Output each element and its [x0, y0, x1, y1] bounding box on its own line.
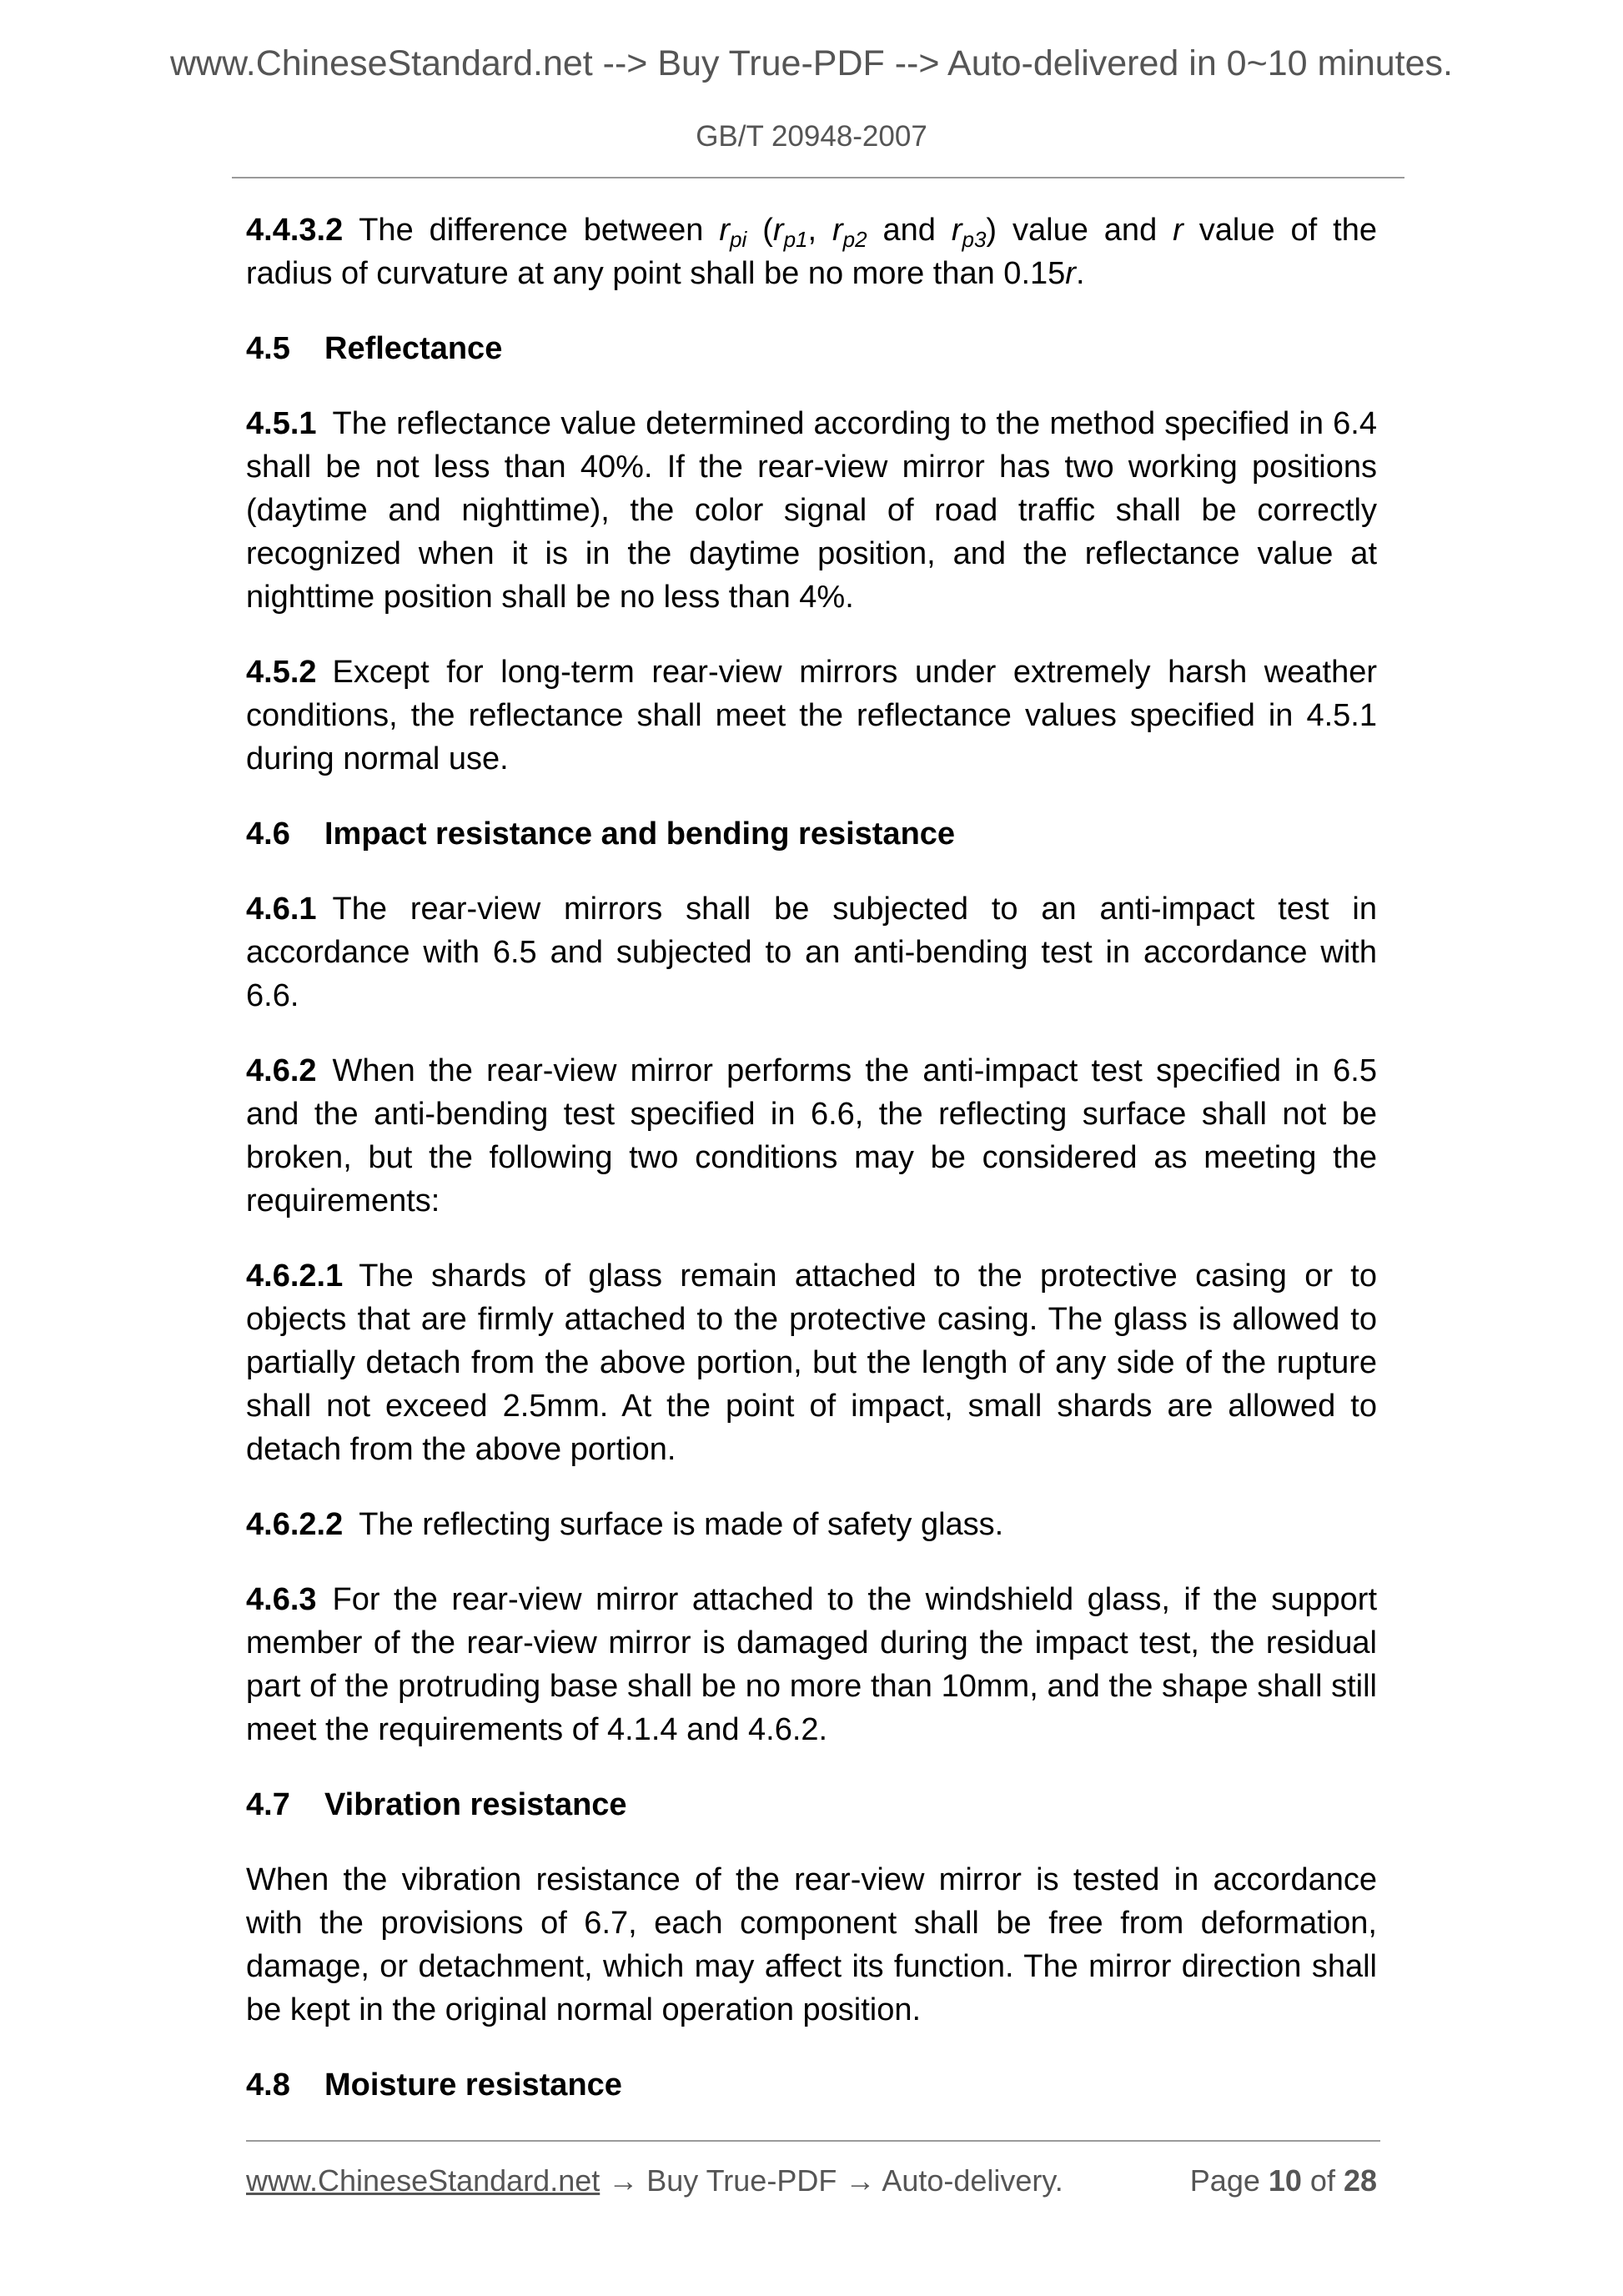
clause-text: and — [867, 213, 952, 248]
section-number: 4.6 — [246, 816, 290, 852]
page-label: Page — [1189, 2163, 1269, 2198]
clause-4-7-text — [246, 1858, 1377, 2032]
footer-promo — [246, 2163, 1063, 2198]
of-label: of — [1301, 2163, 1344, 2198]
top-banner: www.ChineseStandard.net --> Buy True-PDF --> Auto-delivered in 0~10 minutes. — [169, 43, 1453, 83]
section-heading-4-6 — [246, 812, 1377, 856]
section-heading-4-5 — [246, 327, 1377, 370]
clause-number: 4.5.1 — [246, 406, 317, 441]
clause-number: 4.6.2.1 — [246, 1259, 344, 1294]
subscript-p1: p1 — [783, 227, 808, 252]
clause-number: 4.6.2 — [246, 1053, 317, 1088]
footer-promo-text: → Buy True-PDF → Auto-delivery. — [600, 2163, 1063, 2198]
page-total: 28 — [1343, 2163, 1377, 2198]
clause-text: The rear-view mirrors shall be subjected to an anti-impact test in accordance with 6.5 and subjected to an anti-bending test in accordance with 6.6. — [246, 892, 1377, 1013]
clause-4-5-1 — [246, 402, 1377, 619]
symbol-r: r — [1173, 213, 1183, 248]
clause-number: 4.5.2 — [246, 655, 317, 690]
section-number: 4.8 — [246, 2067, 290, 2103]
clause-text: When the vibration resistance of the rear-view mirror is tested in accordance with the provisions of 6.7, each component shall be free from deformation, damage, or detachment, which may affect its function. The mirror direction shall be kept in the original normal operation position. — [246, 1862, 1377, 2027]
section-title: Vibration resistance — [324, 1787, 627, 1822]
symbol-r: r — [772, 213, 784, 248]
clause-number: 4.6.2.2 — [246, 1507, 344, 1542]
clause-text: The reflectance value determined according to the method specified in 6.4 shall be not less than 40%. If the rear-view mirror has two working positions (daytime and nighttime), the color signal of road traffic shall be correctly recognized when it is in the daytime position, and the reflectance value at nighttime position shall be no less than 4%. — [246, 406, 1377, 615]
standard-id: GB/T 20948-2007 — [696, 120, 927, 153]
subscript-p2: p2 — [842, 227, 867, 252]
footer-site-link[interactable]: www.ChineseStandard.net — [246, 2163, 600, 2198]
symbol-r: r — [1065, 256, 1076, 291]
clause-text: Except for long-term rear-view mirrors under extremely harsh weather conditions, the reflectance shall meet the reflectance values specified in 4.5.1 during normal use. — [246, 655, 1377, 776]
subscript-pi: pi — [730, 227, 747, 252]
page-number: 10 — [1268, 2163, 1302, 2198]
clause-text: ) value and — [986, 213, 1173, 248]
section-heading-4-8 — [246, 2063, 1377, 2107]
clause-text: ( — [746, 213, 773, 248]
clause-4-6-2 — [246, 1049, 1377, 1223]
clause-text: value of the radius of curvature at any point shall be no more than 0.15 — [246, 213, 1377, 291]
clause-4-5-2 — [246, 651, 1377, 781]
clause-number: 4.6.3 — [246, 1582, 317, 1617]
clause-text: The shards of glass remain attached to the protective casing or to objects that are firmly attached to the protective casing. The glass is allowed to partially detach from the above portion, but the length of any side of the rupture shall not exceed 2.5mm. At the point of impact, small shards are allowed to detach from the above portion. — [246, 1259, 1377, 1467]
clause-4-4-3-2 — [246, 208, 1377, 295]
section-heading-4-7 — [246, 1783, 1377, 1826]
clause-number: 4.4.3.2 — [246, 213, 344, 248]
section-number: 4.5 — [246, 331, 290, 366]
clause-4-6-2-1 — [246, 1254, 1377, 1471]
section-title: Moisture resistance — [324, 2067, 622, 2103]
symbol-r: r — [951, 213, 962, 248]
clause-4-6-2-2 — [246, 1503, 1377, 1546]
clause-text: The reflecting surface is made of safety glass. — [359, 1507, 1004, 1542]
document-body — [246, 208, 1377, 2138]
header-divider — [232, 177, 1404, 178]
clause-4-6-3 — [246, 1578, 1377, 1751]
section-number: 4.7 — [246, 1787, 290, 1822]
clause-text: For the rear-view mirror attached to the windshield glass, if the support member of the rear-view mirror is damaged during the impact test, the residual part of the protruding base shall be no more than 10mm, and the shape shall still meet the requirements of 4.1.4 and 4.6.2. — [246, 1582, 1377, 1747]
symbol-r: r — [719, 213, 731, 248]
clause-text: , — [807, 213, 832, 248]
section-title: Reflectance — [324, 331, 503, 366]
subscript-p3: p3 — [962, 227, 987, 252]
page-indicator — [1190, 2163, 1377, 2198]
clause-text: . — [1075, 256, 1085, 291]
clause-number: 4.6.1 — [246, 892, 317, 927]
symbol-r: r — [832, 213, 843, 248]
clause-text: The difference between — [359, 213, 720, 248]
clause-text: When the rear-view mirror performs the anti-impact test specified in 6.5 and the anti-bending test specified in 6.6, the reflecting surface shall not be broken, but the following two conditions may be considered as meeting the requirements: — [246, 1053, 1377, 1218]
section-title: Impact resistance and bending resistance — [324, 816, 956, 852]
clause-4-6-1 — [246, 887, 1377, 1017]
footer-divider — [246, 2140, 1380, 2142]
